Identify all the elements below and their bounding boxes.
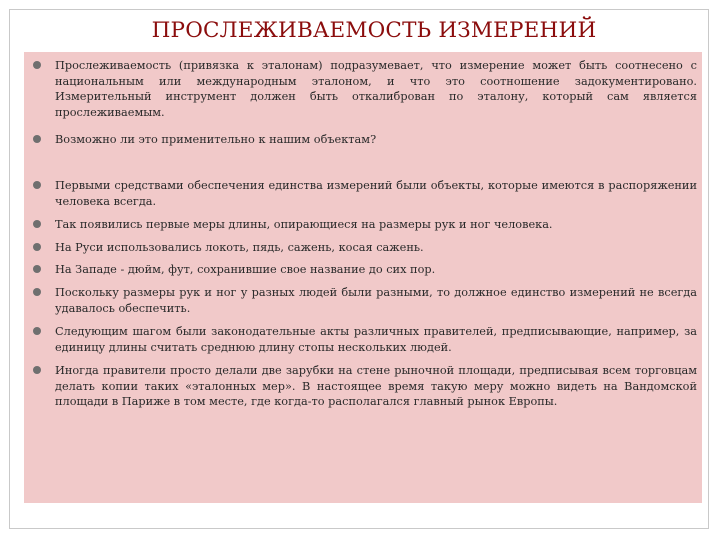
list-item-text: На Руси использовались локоть, пядь, сажень, косая сажень. — [55, 241, 424, 254]
list-item-text: Поскольку размеры рук и ног у разных людей были разными, то должное единство измерений не всегда удавалось обеспечить. — [55, 286, 697, 315]
bullet-icon — [33, 61, 41, 69]
list-item-text: На Западе - дюйм, фут, сохранившие свое название до сих пор. — [55, 263, 436, 276]
bullet-icon — [33, 265, 41, 273]
slide-title: ПРОСЛЕЖИВАЕМОСТЬ ИЗМЕРЕНИЙ — [151, 18, 597, 43]
bullet-icon — [33, 366, 41, 374]
list-item-text: Так появились первые меры длины, опирающиеся на размеры рук и ног человека. — [55, 218, 553, 231]
list-item-text: Иногда правители просто делали две зарубки на стене рыночной площади, предписывая всем торговцам делать копии таких «эталонных мер». В настоящее время такую меру можно видеть на Вандомской площади в Париже в том месте, где когда-то располагался главный рынок Европы. — [55, 364, 697, 408]
bullet-icon — [33, 327, 41, 335]
bullet-icon — [33, 220, 41, 228]
content-panel — [24, 52, 702, 503]
list-item-text: Первыми средствами обеспечения единства измерений были объекты, которые имеются в распоряжении человека всегда. — [55, 179, 697, 208]
bullet-icon — [33, 288, 41, 296]
bullet-icon — [33, 135, 41, 143]
list-item-text: Следующим шагом были законодательные акты различных правителей, предписывающие, например, за единицу длины считать среднюю длину стопы нескольких людей. — [55, 325, 697, 354]
list-item-text: Возможно ли это применительно к нашим объектам? — [55, 133, 377, 146]
bullet-icon — [33, 243, 41, 251]
list-item-text: Прослеживаемость (привязка к эталонам) подразумевает, что измерение может быть соотнесено с национальным или международным эталоном, и что это соотношение задокументировано. Измерительный инструмент должен быть откалиброван по эталону, который сам является прослеживаемым. — [55, 59, 697, 119]
bullet-icon — [33, 181, 41, 189]
